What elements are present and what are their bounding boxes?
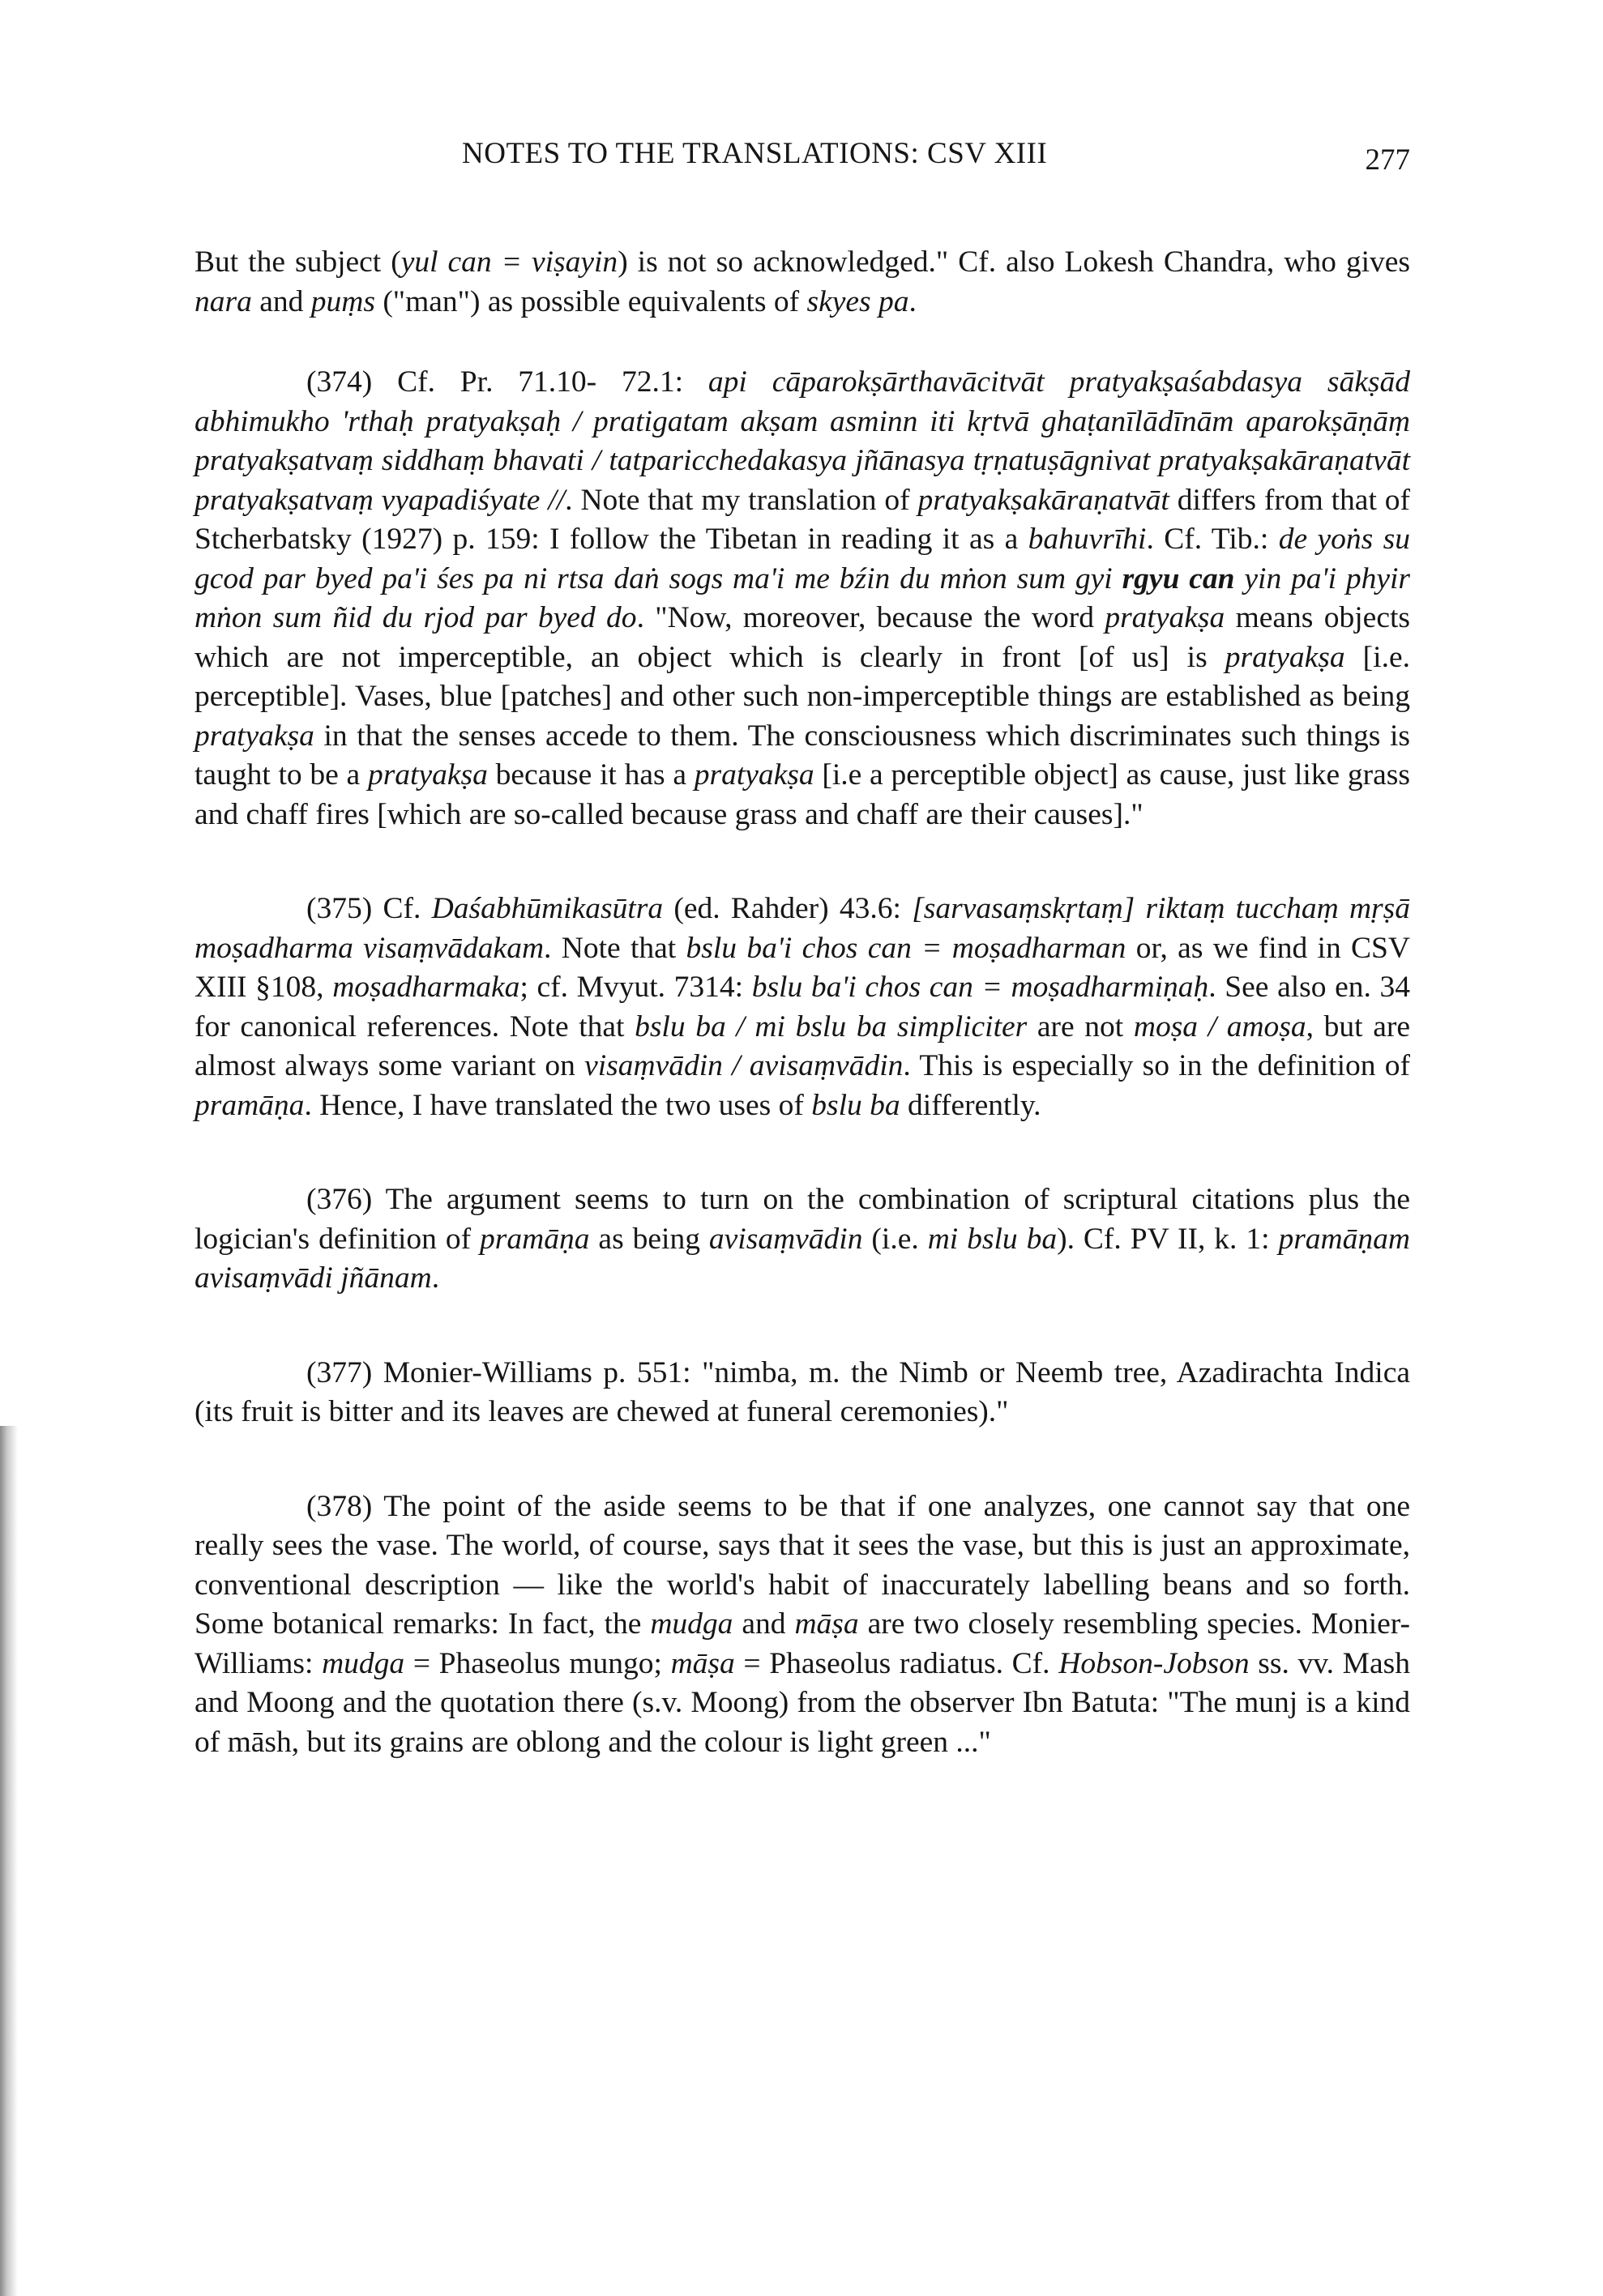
note-374 xyxy=(194,363,1410,834)
italic-term: pratyakṣa xyxy=(1105,601,1225,634)
italic-term: [sarvasaṃskṛtaṃ] riktaṃ tucchaṃ mṛṣā moṣadharma visaṃvādakam xyxy=(194,892,1410,965)
text-run: ss. vv. Mash and Moong and the quotation there (s.v. Moong) from the observer Ibn Batuta: "The munj is a kind of māsh, but its grains are oblong and the colour is light green ..." xyxy=(194,1646,1410,1759)
text-run: ) is not so acknowledged." Cf. also Lokesh Chandra, who gives xyxy=(618,245,1411,279)
text-run: . This is especially so in the definition of xyxy=(903,1049,1410,1082)
italic-term: yin pa'i phyir mṅon sum ñid du rjod par byed do xyxy=(194,561,1410,634)
italic-term: Daśabhūmikasūtra xyxy=(431,892,664,925)
text-run: or, as we find in CSV XIII §108, xyxy=(194,931,1410,1004)
text-run: = Phaseolus radiatus. Cf. xyxy=(734,1646,1059,1680)
note-377 xyxy=(194,1354,1410,1432)
italic-term: pratyakṣa xyxy=(367,758,488,792)
italic-term: yul can = viṣayin xyxy=(400,245,618,279)
note-376 xyxy=(194,1180,1410,1299)
italic-term: de yoṅs su gcod par byed pa'i śes pa ni rtsa daṅ sogs ma'i me bźin du mṅon sum gyi xyxy=(194,523,1410,595)
italic-term: bslu ba'i chos can = moṣadharman xyxy=(686,931,1126,965)
italic-term: pramāṇa xyxy=(194,1088,305,1122)
italic-term: skyes pa xyxy=(806,284,909,318)
italic-term: bslu ba xyxy=(811,1088,900,1122)
text-run: (375) Cf. xyxy=(306,892,432,925)
text-run: (376) The argument seems to turn on the combination of scriptural citations plus the logician's definition of xyxy=(194,1183,1410,1256)
text-run: . See also en. 34 for canonical references. Note that xyxy=(194,971,1411,1043)
text-run: are not xyxy=(1027,1009,1134,1043)
italic-term: māṣa xyxy=(670,1646,735,1680)
text-run: . xyxy=(431,1261,440,1295)
text-run: ). Cf. PV II, k. 1: xyxy=(1057,1222,1279,1256)
italic-term: māṣa xyxy=(794,1607,859,1641)
italic-term: pratyakṣa xyxy=(1225,640,1345,674)
notes-body xyxy=(194,243,1410,1762)
text-run: because it has a xyxy=(487,758,695,792)
page-number: 277 xyxy=(1365,143,1410,177)
text-run: in that the senses accede to them. The consciousness which discriminates such things is taught to be a xyxy=(194,719,1410,792)
text-run: and xyxy=(251,284,311,318)
text-run: . Cf. Tib.: xyxy=(1146,523,1279,556)
text-run: differently. xyxy=(900,1088,1041,1122)
italic-term: pratyakṣa xyxy=(194,719,314,753)
text-run: . Hence, I have translated the two uses of xyxy=(304,1088,812,1122)
text-run: . "Now, moreover, because the word xyxy=(636,601,1105,634)
text-run: and xyxy=(733,1607,795,1641)
text-run: ; cf. Mvyut. 7314: xyxy=(519,971,752,1004)
italic-term: Hobson-Jobson xyxy=(1058,1646,1250,1680)
italic-term: bahuvrīhi xyxy=(1028,523,1147,556)
text-run: (ed. Rahder) 43.6: xyxy=(663,892,913,925)
italic-term: moṣa / amoṣa xyxy=(1133,1009,1306,1043)
text-run: [i.e a perceptible object] as cause, just like grass and chaff fires [which are so-called because grass and chaff are their causes]." xyxy=(194,758,1410,831)
text-run: as being xyxy=(589,1222,709,1256)
text-run: [i.e. perceptible]. Vases, blue [patches] and other such non-imperceptible things are established as being xyxy=(194,640,1410,713)
bold-italic-term: rgyu can xyxy=(1122,561,1235,595)
text-run: , but are almost always some variant on xyxy=(194,1009,1410,1082)
text-run: (378) The point of the aside seems to be that if one analyzes, one cannot say that one really sees the vase. The world, of course, says that it sees the vase, but this is just an approximate, conventional description — like the world's habit of inaccurately labelling beans and so forth. Some botanical remarks: In fact, the xyxy=(194,1489,1410,1641)
italic-term: bslu ba / mi bslu ba simpliciter xyxy=(635,1009,1028,1043)
text-run: . Note that xyxy=(544,931,686,965)
italic-term: bslu ba'i chos can = moṣadharmiṇaḥ xyxy=(751,971,1209,1004)
italic-term: mi bslu ba xyxy=(927,1222,1058,1256)
page-header xyxy=(194,136,1410,185)
italic-term: visaṃvādin / avisaṃvādin xyxy=(584,1049,904,1082)
text-run: ("man") as possible equivalents of xyxy=(374,284,807,318)
text-run: means objects which are not imperceptible, an object which is clearly in front [of us] is xyxy=(194,601,1410,674)
text-run: differs from that of Stcherbatsky (1927) p. 159: I follow the Tibetan in reading it as a xyxy=(194,483,1410,556)
text-run: But the subject ( xyxy=(194,245,401,279)
italic-term: api cāparokṣārthavācitvāt pratyakṣaśabdasya sākṣād abhimukho 'rthaḥ pratyakṣaḥ / pratigatam akṣam asminn iti kṛtvā ghaṭanīlādīnām aparokṣāṇāṃ pratyakṣatvaṃ siddhaṃ bhavati / tatparicchedakasya jñānasya tṛṇatuṣāgnivat pratyakṣakāraṇatvāt pratyakṣatvaṃ vyapadiśyate // xyxy=(194,365,1410,517)
text-run: . xyxy=(908,284,917,318)
italic-term: mudga xyxy=(650,1607,733,1641)
text-run: (377) Monier-Williams p. 551: "nimba, m. the Nimb or Neemb tree, Azadirachta Indica (its fruit is bitter and its leaves are chewed at funeral ceremonies)." xyxy=(194,1355,1410,1428)
italic-term: pratyakṣa xyxy=(694,758,814,792)
text-run: (374) Cf. Pr. 71.10- 72.1: xyxy=(306,365,708,399)
italic-term: avisaṃvādin xyxy=(708,1222,863,1256)
italic-term: pratyakṣakāraṇatvāt xyxy=(917,483,1169,517)
text-run: = Phaseolus mungo; xyxy=(404,1646,671,1680)
note-375 xyxy=(194,890,1410,1125)
text-run: are two closely resembling species. Monier-Williams: xyxy=(194,1607,1410,1680)
italic-term: pramāṇa xyxy=(480,1222,590,1256)
italic-term: mudga xyxy=(322,1646,405,1680)
italic-term: moṣadharmaka xyxy=(332,971,520,1004)
italic-term: nara xyxy=(194,284,252,318)
note-378 xyxy=(194,1487,1410,1763)
text-run: (i.e. xyxy=(862,1222,928,1256)
running-head: NOTES TO THE TRANSLATIONS: CSV XIII xyxy=(462,137,1048,170)
continuation-paragraph xyxy=(194,243,1410,322)
italic-term: puṃs xyxy=(310,284,375,318)
scan-edge-shadow xyxy=(0,1426,18,2296)
italic-term: pramāṇam avisaṃvādi jñānam xyxy=(194,1222,1410,1295)
text-run: . Note that my translation of xyxy=(565,483,918,517)
